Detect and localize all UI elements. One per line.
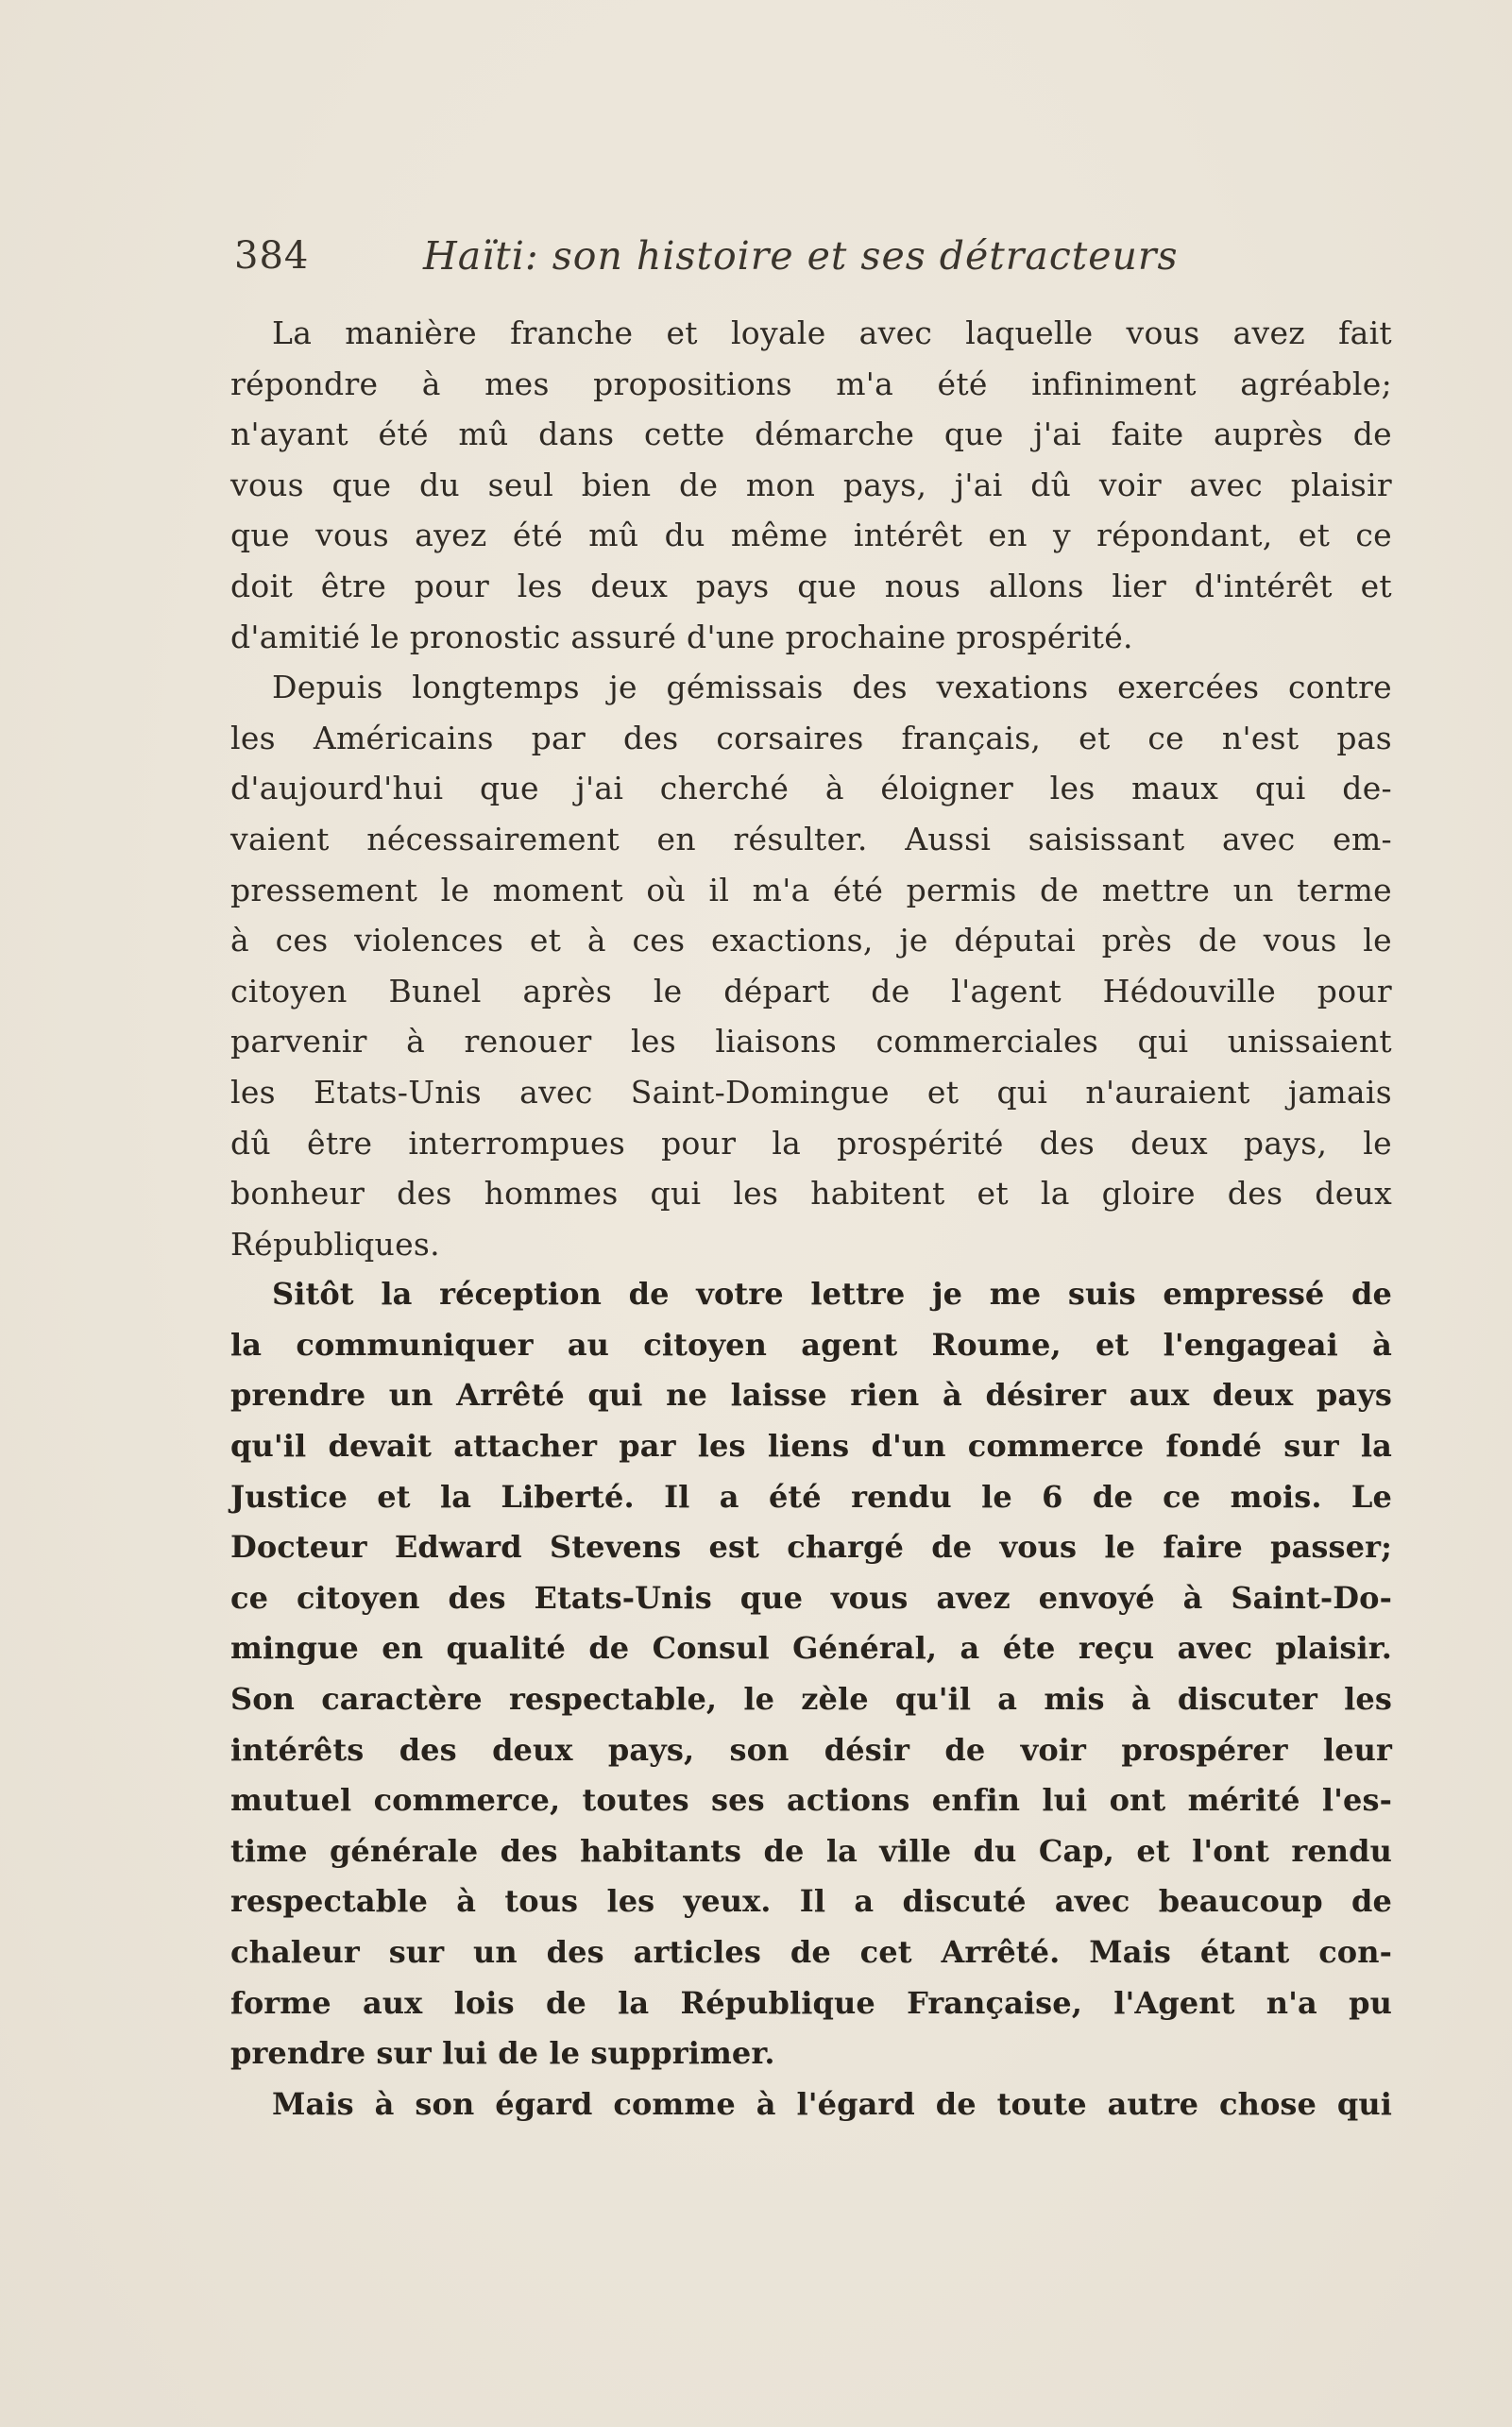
- text-line: mutuel commerce, toutes ses actions enfin lui ont mérité l'es-: [230, 1782, 1392, 1819]
- text-line: vaient nécessairement en résulter. Aussi saisissant avec em-: [230, 820, 1392, 857]
- text-line: citoyen Bunel après le départ de l'agent Hédouville pour: [230, 972, 1392, 1010]
- text-line: prendre un Arrêté qui ne laisse rien à désirer aux deux pays: [230, 1377, 1392, 1414]
- text-line: vous que du seul bien de mon pays, j'ai dû voir avec plaisir: [230, 466, 1392, 503]
- paragraph-3: [230, 1269, 1392, 2079]
- text-line: Sitôt la réception de votre lettre je me suis empressé de: [272, 1276, 1392, 1313]
- paragraph-4: [230, 2079, 1392, 2130]
- text-line: dû être interrompues pour la prospérité des deux pays, le: [230, 1124, 1392, 1162]
- text-line: Docteur Edward Stevens est chargé de vous le faire passer;: [230, 1529, 1392, 1566]
- paragraph-2: [230, 662, 1392, 1269]
- text-line: doit être pour les deux pays que nous allons lier d'intérêt et: [230, 567, 1392, 604]
- text-line: time générale des habitants de la ville du Cap, et l'ont rendu: [230, 1832, 1392, 1869]
- body-text: [230, 308, 1392, 2130]
- page-header: [234, 223, 1216, 289]
- text-line: bonheur des hommes qui les habitent et la gloire des deux: [230, 1175, 1392, 1213]
- text-line: pressement le moment où il m'a été permis de mettre un terme: [230, 871, 1392, 908]
- page-number: 384: [234, 234, 310, 278]
- text-line: les Américains par des corsaires français, et ce n'est pas: [230, 719, 1392, 756]
- text-line: Mais à son égard comme à l'égard de toute autre chose qui: [272, 2085, 1392, 2122]
- text-line: prendre sur lui de le supprimer.: [230, 2035, 775, 2072]
- text-line: La manière franche et loyale avec laquelle vous avez fait: [272, 314, 1392, 351]
- text-line: Son caractère respectable, le zèle qu'il a mis à discuter les: [230, 1681, 1392, 1718]
- text-line: d'aujourd'hui que j'ai cherché à éloigner les maux qui de-: [230, 770, 1392, 807]
- text-line: Républiques.: [230, 1225, 440, 1263]
- text-line: à ces violences et à ces exactions, je députai près de vous le: [230, 922, 1392, 959]
- text-line: parvenir à renouer les liaisons commerciales qui unissaient: [230, 1023, 1392, 1061]
- running-title: Haïti: son histoire et ses détracteurs: [423, 233, 1179, 279]
- text-line: ce citoyen des Etats-Unis que vous avez envoyé à Saint-Do-: [230, 1579, 1392, 1616]
- text-line: Depuis longtemps je gémissais des vexations exercées contre: [272, 669, 1392, 706]
- text-line: les Etats-Unis avec Saint-Domingue et qui n'auraient jamais: [230, 1073, 1392, 1111]
- text-line: intérêts des deux pays, son désir de voir prospérer leur: [230, 1731, 1392, 1768]
- text-line: respectable à tous les yeux. Il a discuté avec beaucoup de: [230, 1883, 1392, 1920]
- text-line: forme aux lois de la République Française, l'Agent n'a pu: [230, 1984, 1392, 2021]
- text-line: d'amitié le pronostic assuré d'une prochaine prospérité.: [230, 618, 1133, 655]
- text-line: répondre à mes propositions m'a été infiniment agréable;: [230, 365, 1392, 402]
- text-line: n'ayant été mû dans cette démarche que j'ai faite auprès de: [230, 416, 1392, 453]
- text-line: qu'il devait attacher par les liens d'un commerce fondé sur la: [230, 1428, 1392, 1465]
- text-line: chaleur sur un des articles de cet Arrêté. Mais étant con-: [230, 1934, 1392, 1970]
- text-line: Justice et la Liberté. Il a été rendu le 6 de ce mois. Le: [230, 1478, 1392, 1515]
- text-line: que vous ayez été mû du même intérêt en y répondant, et ce: [230, 517, 1392, 554]
- text-line: la communiquer au citoyen agent Roume, et l'engageai à: [230, 1326, 1392, 1363]
- paragraph-1: [230, 308, 1392, 662]
- text-line: mingue en qualité de Consul Général, a éte reçu avec plaisir.: [230, 1630, 1392, 1667]
